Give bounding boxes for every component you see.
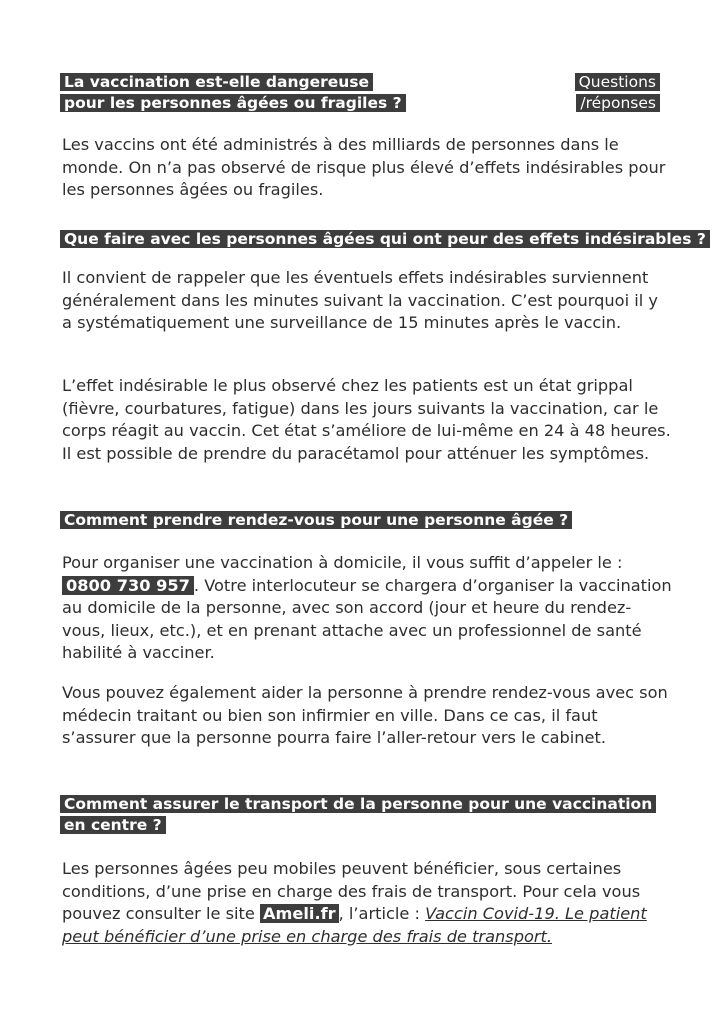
section3-paragraph-2: Vous pouvez également aider la personne à prendre rendez-vous avec son médecin traitant ou bien son infirmier en ville. Dans ce cas, il faut s’assurer que la personne pourra faire l’aller-retour vers le cabinet. [62, 683, 668, 747]
section4-heading: Comment assurer le transport de la personne pour une vaccination en centre ? [60, 794, 656, 836]
section2-heading: Que faire avec les personnes âgées qui ont peur des effets indésirables ? [60, 229, 710, 250]
section1-paragraph: Les vaccins ont été administrés à des milliards de personnes dans le monde. On n’a pas observé de risque plus élevé d’effets indésirables pour les personnes âgées ou fragiles. [62, 135, 666, 199]
section3-heading: Comment prendre rendez-vous pour une personne âgée ? [60, 510, 572, 531]
badge-line-2: /réponses [576, 94, 660, 112]
section3-paragraph-1: Pour organiser une vaccination à domicile, il vous suffit d’appeler le : 0800 730 957 . Votre interlocuteur se chargera d’organiser la vaccination au domicile de la personne, avec son accord (jour et heure du rendez-vous, lieux, etc.), et en prenant attache avec un professionnel de santé habilité à vacciner. [62, 553, 672, 662]
ameli-site-link[interactable]: Ameli.fr [260, 904, 339, 923]
title-line-2: pour les personnes âgées ou fragiles ? [60, 94, 406, 112]
section2-paragraph-2: L’effet indésirable le plus observé chez les patients est un état grippal (fièvre, courbatures, fatigue) dans les jours suivants la vaccination, car le corps réagit au vaccin. Cet état s’améliore de lui-même en 24 à 48 heures. Il est possible de prendre du paracétamol pour atténuer les symptômes. [62, 376, 671, 463]
main-title [60, 72, 406, 114]
phone-number[interactable]: 0800 730 957 [62, 576, 194, 595]
section4-paragraph: Les personnes âgées peu mobiles peuvent bénéficier, sous certaines conditions, d’une prise en charge des frais de transport. Pour cela vous pouvez consulter le site Ameli.fr , l’article : Vaccin Covid-19. Le patient peut bénéficier d’une prise en charge des frais de transport. [62, 859, 647, 946]
questions-reponses-badge [575, 72, 660, 114]
section2-paragraph-1: Il convient de rappeler que les éventuels effets indésirables surviennent généralement dans les minutes suivant la vaccination. C’est pourquoi il y a systématiquement une surveillance de 15 minutes après le vaccin. [62, 268, 658, 332]
badge-line-1: Questions [575, 73, 660, 91]
article-link[interactable]: Vaccin Covid-19. Le patient peut bénéficier d’une prise en charge des frais de transport. [62, 904, 647, 946]
title-line-1: La vaccination est-elle dangereuse [60, 73, 373, 91]
